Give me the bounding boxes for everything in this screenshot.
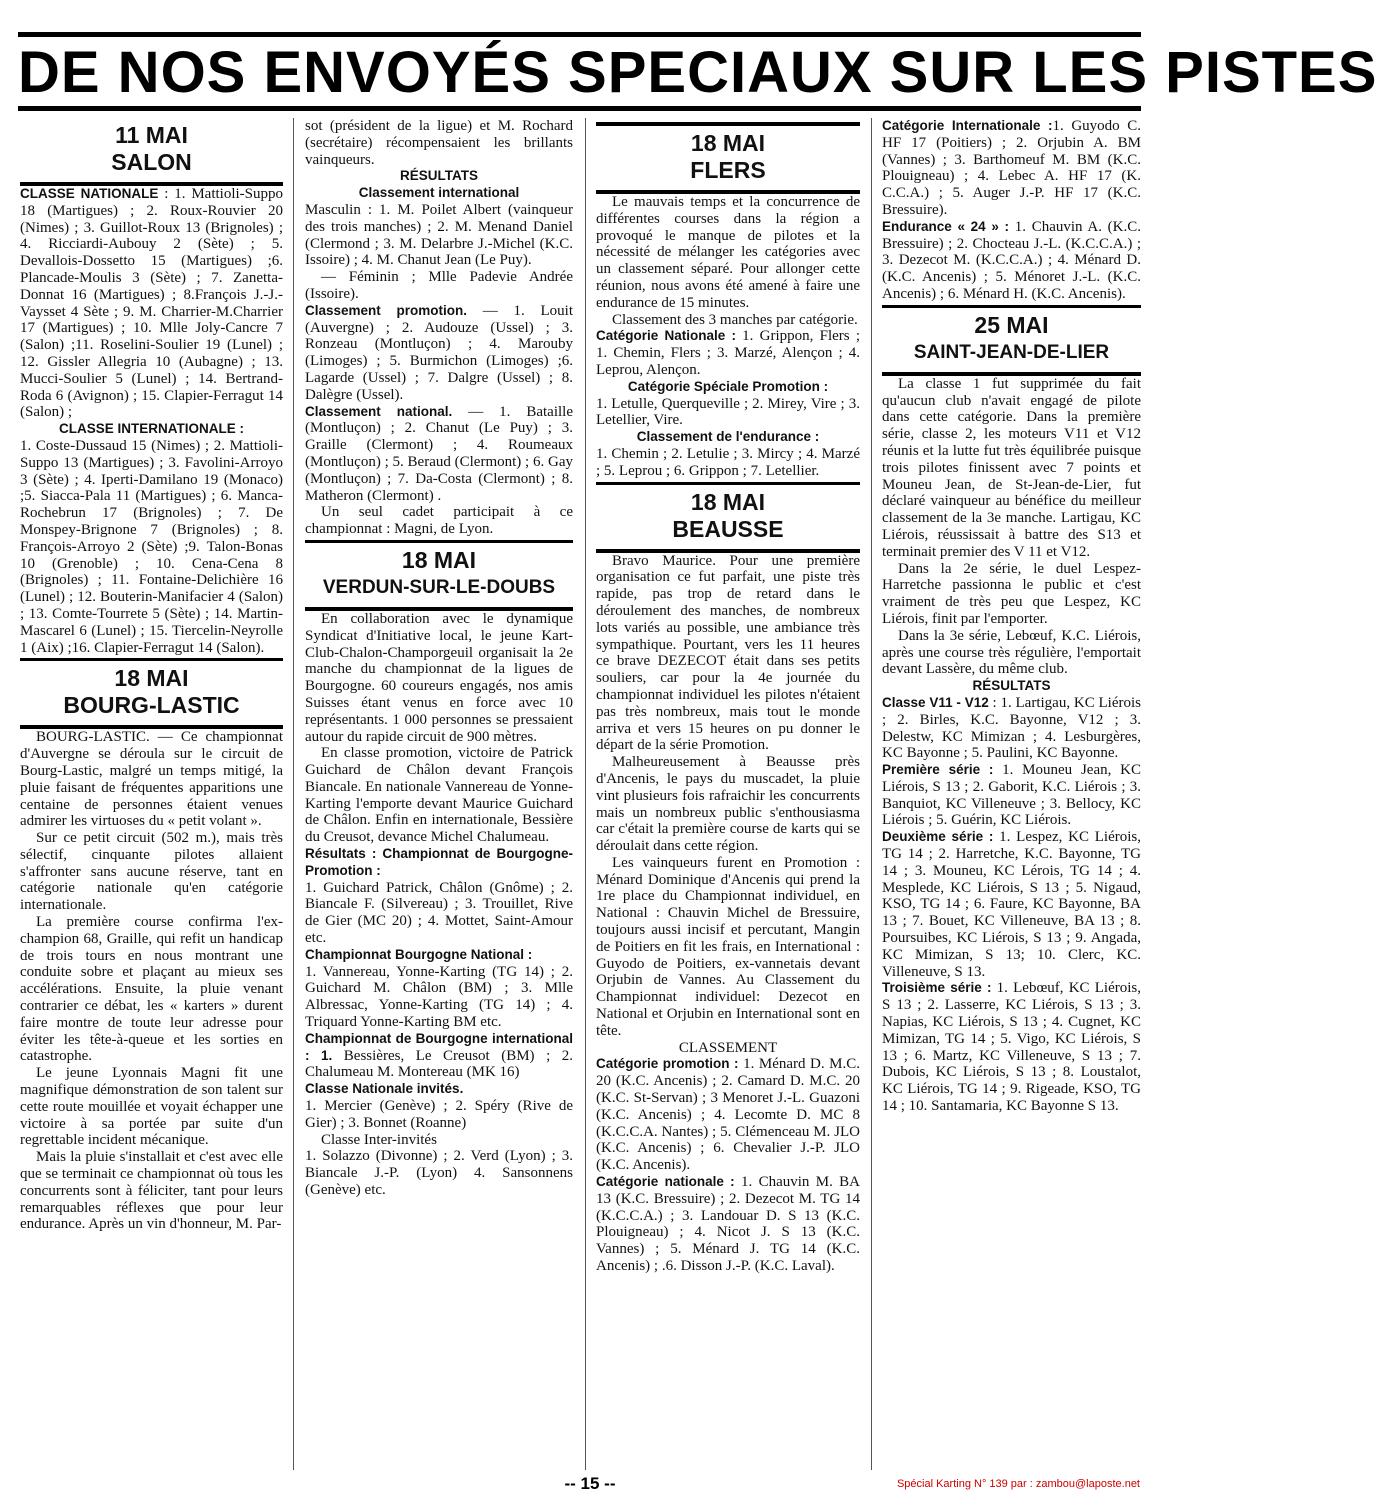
results-text: — 1. Louit (Auvergne) ; 2. Audouze (Ussel) ; 3. Ronzeau (Montluçon) ; 4. Marouby (Limoges) ; 5. Burmichon (Limoges) ;6. Lagarde (Ussel) ; 7. Dalgre (Ussel) ; 8. Dalègre (Ussel). [305,302,573,403]
results-text: 1. Vannereau, Yonne-Karting (TG 14) ; 2. Guichard M. Châlon (BM) ; 3. Mlle Albressac, Yonne-Karting (TG 14) ; 4. Triquard Yonne-Karting BM etc. [305,963,573,1031]
results-text: 1. Chauvin M. BA 13 (K.C. Bressuire) ; 2. Dezecot M. TG 14 (K.C.C.A.) ; 3. Landouar D. S 13 (K.C. Plouigneau) ; 4. Nicot J. S 13 (K.C. Vannes) ; 5. Ménard J. TG 14 (K.C. Ancenis) ; .6. Disson J.-P. (K.C. Laval). [596,1174,860,1275]
body-paragraph: La première course confirma l'ex-champion 68, Graille, qui refit un handicap de trois tours en nous montrant une conduite sobre et plaçant au mieux ses accélérations. Ensuite, la pluie venant contrarier ce débat, les « karters » durent faire montre de toute leur adresse pour éviter les tête-à-queue et les sorties en catastrophe. [20,914,283,1065]
body-paragraph: Bravo Maurice. Pour une première organisation ce fut parfait, une piste très rapide, pas trop de retard dans le déroulement des manches, de nombreux lots variés au possible, une ambiance très sympathique. Pourtant, vers les 11 heures ce brave DEZECOT était dans ses petits souliers, car pour la 4e journée du championnat individuel les pilotes n'étaient pas très nombreux, mais tout le monde arriva et vers 15 heures on pu donner le départ de la série Promotion. [596,552,860,754]
category-label: Troisième série : [882,980,992,996]
category-label: CLASSE INTERNATIONALE : [59,421,244,437]
section-title: RÉSULTATS [972,678,1051,694]
results-text: 1. Lebœuf, KC Liérois, S 13 ; 2. Lasserre, KC Liérois, S 13 ; 3. Napias, KC Liérois, S 13 ; 4. Cugnet, KC Mimizan, TG 14 ; 5. Vigo, KC Liérois, S 13 ; 6. Martz, KC Villeneuve, S 13 ; 7. Dubois, KC Liérois, S 13 ; 8. Loustalot, KC Liérois, TG 14 ; 9. Rigeade, KSO, TG 14 ; 10. Santamaria, KC Bayonne S 13. [882,980,1141,1115]
column-3 [596,118,860,1473]
category-label: Endurance « 24 » : [882,218,1010,234]
header-rule [596,122,860,126]
body-paragraph: Malheureusement à Beausse près d'Ancenis, le pays du muscadet, la pluie vint plusieurs fois rafraichir les concurrents mais un nombreux public s'enthousiasma car c'était la première course de karts qui se déroulait dans cette région. [596,754,860,855]
results-paragraph [305,1031,573,1081]
category-label: Classe Nationale invités. [305,1081,464,1097]
body-paragraph: Dans la 3e série, Lebœuf, K.C. Liérois, après une course très régulière, l'emportait devant Lassère, du même club. [882,627,1141,678]
results-text: 1. Guichard Patrick, Châlon (Gnôme) ; 2. Biancale F. (Silvereau) ; 3. Trouillet, Rive de Gier (MC 20) ; 4. Mottet, Saint-Amour etc. [305,879,573,947]
article-place: BOURG-LASTIC [63,692,240,719]
results-paragraph [882,829,1141,980]
results-text: 1. Ménard D. M.C. 20 (K.C. Ancenis) ; 2. Camard D. M.C. 20 (K.C. St-Servan) ; 3 Menoret J.-L. Guazoni (K.C. Ancenis) ; 4. Lecomte D. MC 8 (K.C.C.A. Nantes) ; 5. Clémenceau M. JLO (K.C. Ancenis) ; 6. Chevalier J.-P. JLO (K.C. Ancenis). [596,1056,860,1174]
results-text: 1. Grippon, Flers ; 1. Chemin, Flers ; 3. Marzé, Alençon ; 4. Leprou, Alençon. [596,328,860,378]
headline-rule-top [18,32,1141,37]
article-place: VERDUN-SUR-LE-DOUBS [322,576,556,598]
category-label: Première série : [882,762,994,778]
category-label: Championnat de Bourgogne international : 1. [305,1030,573,1063]
section-title: RÉSULTATS [400,168,478,184]
section-title: CLASSEMENT [678,1039,778,1056]
category-label: Catégorie Spéciale Promotion : [627,378,829,394]
results-paragraph [882,980,1141,1114]
results-text: 1. Coste-Dussaud 15 (Nimes) ; 2. Mattioli-Suppo 13 (Martigues) ; 3. Favolini-Arroyo 3 (Sète) ; 4. Iperti-Damilano 19 (Monaco) ;5. Siacca-Pala 11 (Martigues) ; 6. Manca-Rochebrun 17 (Brignoles) ; 7. De Monspey-Brignone 7 (Brignoles) ; 8. François-Arroyo 2 (Sète) ;9. Talon-Bonas 10 (Grenoble) ; 10. Cena-Cena 8 (Brignoles) ; 11. Fontaine-Delichière 16 (Lunel) ; 12. Bouterin-Manifacier 4 (Salon) ; 13. Comte-Tourrete 5 (Sète) ; 14. Martin-Mascarel 6 (Lunel) ; 15. Tiercelin-Neyrolle 1 (Aix) ;16. Clapier-Ferragut 14 (Salon). [20,437,283,656]
category-label: Classement promotion. [305,302,468,318]
category-label: Catégorie Nationale : [596,328,736,344]
results-paragraph [596,1174,860,1275]
footer-credit: Spécial Karting N° 139 par : zambou@laposte.net [896,1478,1140,1490]
results-text: 1. Mouneu Jean, KC Liérois, S 13 ; 2. Gaborit, K.C. Liérois ; 3. Banquiot, KC Villeneuve ; 3. Bellocy, KC Liérois ; 5. Guérin, KC Liérois. [882,762,1141,829]
article-place: FLERS [690,157,766,183]
results-text: Bessières, Le Creusot (BM) ; 2. Chalumeau M. Montereau (MK 16) [305,1047,573,1081]
article-date: 18 MAI [401,546,477,573]
body-paragraph: BOURG-LASTIC. — Ce championnat d'Auvergne se déroula sur le circuit de Bourg-Lastic, malgré un temps mitigé, la pluie faisant de fréquentes apparitions une centaine de personnes étaient venues admirer les virtuoses du « petit volant ». [20,729,283,830]
results-text: 1. Chemin ; 2. Letulie ; 3. Mircy ; 4. Marzé ; 5. Leprou ; 6. Grippon ; 7. Letellier. [596,445,860,479]
results-paragraph [882,118,1141,219]
body-paragraph: Le jeune Lyonnais Magni fit une magnifique démonstration de son talent sur cette route mouillée et voyait échapper une victoire à sa portée par suite d'un regrettable incident mécanique. [20,1065,283,1149]
headline-rule-bottom [18,106,1141,111]
body-paragraph: Mais la pluie s'installait et c'est avec elle que se terminait ce championnat où tous les concurrents sont à féliciter, tant pour leurs remarquables réflexes que pour leur endurance. Après un vin d'honneur, M. Par- [20,1149,283,1233]
results-paragraph [596,1056,860,1174]
category-label: Classement international [358,185,520,201]
category-label: Résultats : Championnat de Bourgogne-Promotion : [305,846,573,878]
results-text: Masculin : 1. M. Poilet Albert (vainqueur des trois manches) ; 2. M. Menand Daniel (Clermond ; 3. M. Delarbre J.-Michel (K.C. Issoire) ; 4. M. Chanut Jean (Le Puy). [305,201,573,269]
results-paragraph [305,404,573,505]
body-paragraph: sot (président de la ligue) et M. Rochard (secrétaire) récompensaient les brillants vainqueurs. [305,118,573,168]
article-header-bourg-lastic [20,665,283,719]
results-text: 1. Guyodo C. HF 17 (Poitiers) ; 2. Orjubin A. BM (Vannes) ; 3. Barthomeuf M. BM (K.C. Plouigneau) ; 4. Lebec A. HF 17 (K. C.C.A.) ; 5. Auger J.-P. HF 17 (K.C. Bressuire). [882,118,1141,218]
category-label: Championnat Bourgogne National : [305,946,533,962]
category-label: Classe V11 - V12 [882,694,989,710]
results-text: 1. Letulle, Querqueville ; 2. Mirey, Vire ; 3. Letellier, Vire. [596,395,860,429]
body-paragraph: Le mauvais temps et la concurrence de différentes courses dans la région a provoqué le manque de pilotes et la nécessité de mélanger les catégories avec un classement séparé. Pour allonger cette réunion, nous avons été amené à faire une endurance de 15 minutes. [596,194,860,311]
category-label: Catégorie promotion : [596,1056,739,1072]
article-date: 18 MAI [690,488,766,515]
results-text: 1. Chauvin A. (K.C. Bressuire) ; 2. Chocteau J.-L. (K.C.C.A.) ; 3. Dezecot M. (K.C.C.A.) ; 4. Ménard D. (K.C. Ancenis) ; 5. Ménoret J.-L. (K.C. Ancenis) ; 6. Ménard H. (K.C. Ancenis). [882,218,1141,302]
page-headline: DE NOS ENVOYÉS SPECIAUX SUR LES PISTES [18,40,1377,105]
section-rule [596,482,860,485]
body-paragraph: Sur ce petit circuit (502 m.), mais très sélectif, cinquante pilotes allaient s'affronter sans aucune réserve, tant en catégorie nationale qu'en catégorie internationale. [20,830,283,914]
column-divider [293,118,294,1470]
category-label: Classe Inter-invités [321,1131,437,1148]
results-text: : 1. Lartigau, KC Liérois ; 2. Birles, K.C. Bayonne, V12 ; 3. Delestw, KC Mimizan ; 4. Lesburgères, KC Bayonne ; 5. Paulini, KC Bayonne. [882,694,1141,762]
article-date: 18 MAI [114,665,189,692]
article-header-saint-jean-de-lier [882,312,1141,366]
results-text: 1. Lespez, KC Liérois, TG 14 ; 2. Harretche, K.C. Bayonne, TG 14 ; 3. Mouneu, KC Lérois, TG 14 ; 4. Mesplede, KC Liérois, S 13 ; 5. Nigaud, KSO, TG 14 ; 6. Faure, KC Bayonne, BA 13 ; 7. Bouet, KC Villeneuve, BA 13 ; 8. Poursuibes, KC Liérois, S 13 ; 9. Angada, KC Mimizan, S 13; 10. Clerc, KC. Villeneuve, S 13. [882,829,1141,980]
results-paragraph [882,219,1141,303]
results-paragraph [596,328,860,378]
section-rule [20,658,283,661]
results-text: : 1. Mattioli-Suppo 18 (Martigues) ; 2. Roux-Rouvier 20 (Nimes) ; 3. Guillot-Roux 13 (Brignoles) ; 4. Ricciardi-Aubouy 2 (Sète) ; 5. Devallois-Dossetto 15 (Martigues) ;6. Plancade-Moulis 3 (Sète) ; 7. Zanetta-Donnat 16 (Martigues) ; 8.François J.-J.-Vaysset 4 Sète ; 9. M. Charrier-M.Charrier 17 (Martigues) ; 10. Mlle Joly-Cancre 7 (Salon) ;11. Roselini-Soulier 19 (Lunel) ; 12. Gissler Allegria 10 (Aubagne) ; 13. Mucci-Soulier 5 (Lunel) ; 14. Bertrand-Roda 6 (Avignon) ; 15. Clapier-Ferragut 14 (Salon) ; [20,186,283,421]
column-divider [871,118,872,1470]
body-paragraph: Dans la 2e série, le duel Lespez-Harretche passionna le public et c'est vraiment de très peu que Lespez, KC Liérois, finit par l'emporter. [882,560,1141,627]
category-label: Catégorie Internationale : [882,118,1053,133]
category-label: Classement de l'endurance : [636,429,820,445]
column-2 [305,118,573,1473]
body-paragraph: En collaboration avec le dynamique Syndicat d'Initiative local, le jeune Kart-Club-Chalon-Champorgeuil organisait la 2e manche du championnat de la ligues de Bourgogne. 60 coureurs engagés, nos amis Suisses étant venus en force avec 10 représentants. 1 000 personnes se pressaient autour du rapide circuit de 900 mètres. [305,610,573,745]
article-place: BEAUSSE [672,515,784,542]
category-label: Catégorie nationale : [596,1174,735,1190]
article-place: SALON [111,149,192,175]
article-header-beausse [596,489,860,543]
body-paragraph: Les vainqueurs furent en Promotion : Ménard Dominique d'Ancenis qui prend la 1re place du Championnat individuel, en National : Chauvin Michel de Bressuire, toujours aussi incisif et percutant, Mangin de Poitiers en fit les frais, en International : Guyodo de Poitiers, ex-vannetais devant Orjubin de Vannes. Au Classement du Championnat individuel: Dezecot en National et Orjubin en International sont en tête. [596,854,860,1039]
results-text: 1. Solazzo (Divonne) ; 2. Verd (Lyon) ; 3. Biancale J.-P. (Lyon) 4. Sansonnens (Genève) etc. [305,1148,573,1199]
body-paragraph: Classement des 3 manches par catégorie. [612,311,858,328]
category-label: Classement national. [305,403,453,419]
results-text: — Féminin ; Mlle Padevie Andrée (Issoire). [305,269,573,302]
results-paragraph [305,303,573,404]
results-paragraph [882,762,1141,829]
column-4 [882,118,1141,1473]
article-date: 11 MAI [115,122,188,148]
article-date: 25 MAI [974,311,1049,338]
body-paragraph: En classe promotion, victoire de Patrick Guichard de Châlon devant François Biancale. En nationale Vannereau de Yonne-Karting l'emporte devant Maurice Guichard de Châlon. Enfin en internationale, Bessière du Creusot, devance Michel Chalumeau. [305,745,573,846]
category-label: CLASSE NATIONALE [20,186,159,201]
results-text: — 1. Bataille (Montluçon) ; 2. Chanut (Le Puy) ; 3. Graille (Clermont) ; 4. Roumeaux (Montluçon) ; 5. Beraud (Clermont) ; 6. Gay (Montluçon) ; 7. Da-Costa (Clermont) ; 8. Matheron (Clermont) . [305,403,573,504]
column-1 [20,118,283,1473]
page-number: -- 15 -- [564,1474,616,1493]
section-rule [305,540,573,543]
column-divider [585,118,586,1470]
category-label: Deuxième série : [882,829,994,845]
results-paragraph [882,695,1141,762]
article-date: 18 MAI [690,130,766,156]
article-header-flers [596,130,860,184]
article-place: SAINT-JEAN-DE-LIER [913,341,1110,363]
body-paragraph: La classe 1 fut supprimée du fait qu'aucun club n'avait engagé de pilote dans cette catégorie. Dans la première série, classe 2, les moteurs V11 et V12 réunis et la lutte fut très équilibrée puisque trois pilotes finissent avec 7 points et Mouneu Jean, de St-Jean-de-Lier, fut déclaré vainqueur au bénéfice du meilleur classement de la 3e manche. Lartigau, KC Liérois, réussissait à battre des S13 et terminait premier des V 11 et V12. [882,375,1141,560]
article-header-salon [20,122,283,176]
results-paragraph [20,186,283,421]
body-paragraph: Un seul cadet participait à ce championnat : Magni, de Lyon. [305,504,573,538]
article-header-verdun [305,547,573,601]
results-text: 1. Mercier (Genève) ; 2. Spéry (Rive de Gier) ; 3. Bonnet (Roanne) [305,1098,573,1131]
section-rule [882,305,1141,308]
